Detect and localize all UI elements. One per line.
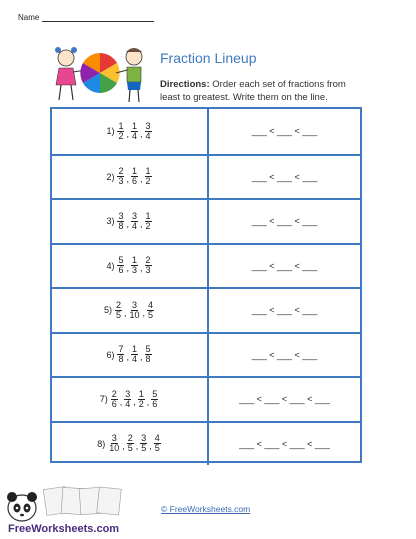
problem-number: 3) [106,216,115,227]
fraction [115,301,122,320]
denominator: 5 [115,309,121,320]
comma: , [119,396,123,407]
problem-number: 7) [99,394,108,405]
fraction [140,434,147,453]
numerator: 3 [132,299,138,310]
numerator: 1 [118,120,124,131]
fraction [131,345,138,364]
numerator: 1 [145,210,151,221]
comma: , [126,174,129,185]
problem-cell [52,378,209,421]
fraction [129,301,141,320]
answer-line[interactable]: ___ < ___ < ___ [251,349,318,360]
problem-row [52,376,360,421]
comma: , [142,307,146,318]
fraction [138,390,145,409]
denominator: 10 [109,443,120,454]
fraction [131,167,138,186]
numerator: 2 [118,166,124,177]
comma: , [126,218,129,229]
problem-cell [52,289,209,332]
comma: , [146,396,150,407]
comma: , [140,263,143,274]
problem-cell [52,245,209,288]
directions [160,78,368,104]
answer-line[interactable]: ___ < ___ < ___ < ___ [239,438,330,449]
answer-line[interactable]: ___ < ___ < ___ < ___ [239,394,330,405]
freeworksheets-logo [0,480,150,539]
numerator: 3 [125,388,131,399]
denominator: 4 [125,398,131,409]
numerator: 5 [152,388,158,399]
numerator: 2 [115,299,121,310]
comma: , [135,441,139,452]
denominator: 6 [111,398,117,409]
answer-line[interactable]: ___ < ___ < ___ [251,260,318,271]
fraction [145,167,152,186]
denominator: 8 [118,220,124,231]
problem-row [52,109,360,154]
fraction [131,256,138,275]
numerator: 2 [111,388,117,399]
numerator: 1 [132,166,138,177]
problem-number: 2) [106,171,115,182]
numerator: 1 [132,120,138,131]
worksheet-title: Fraction Lineup [160,50,257,66]
denominator: 5 [148,309,154,320]
denominator: 2 [145,176,151,187]
denominator: 6 [132,176,138,187]
numerator: 5 [145,344,151,355]
fraction [131,122,138,141]
fraction-set [106,212,152,231]
denominator: 8 [118,354,124,365]
denominator: 5 [141,443,147,454]
numerator: 1 [138,388,144,399]
problem-cell [52,200,209,243]
problem-number: 8) [97,438,106,449]
fraction-set [104,301,155,320]
fraction [145,345,152,364]
fraction [154,434,161,453]
fraction [145,122,152,141]
fraction [117,212,124,231]
denominator: 3 [132,265,138,276]
problem-cell [52,334,209,377]
problem-row [52,154,360,199]
problem-grid [50,107,362,463]
numerator: 2 [127,433,133,444]
denominator: 4 [132,220,138,231]
denominator: 5 [127,443,133,454]
denominator: 8 [145,354,151,365]
comma: , [122,441,125,452]
directions-text: Order each set of fractions from least to greatest. Write them on the line. [160,79,346,103]
comma: , [140,128,143,139]
fraction-set [106,167,152,186]
problem-row [52,332,360,377]
answer-line[interactable]: ___ < ___ < ___ [251,305,318,316]
denominator: 2 [118,130,124,141]
problem-row [52,198,360,243]
problem-cell [52,423,209,466]
comma: , [126,263,129,274]
answer-line[interactable]: ___ < ___ < ___ [251,216,318,227]
problem-cell [52,156,209,199]
fraction [117,256,124,275]
problem-cell [52,109,209,154]
denominator: 4 [132,354,138,365]
numerator: 5 [118,255,124,266]
comma: , [140,218,143,229]
numerator: 1 [132,255,138,266]
name-field [18,13,154,22]
problem-number: 5) [103,305,112,316]
fraction [151,390,158,409]
comma: , [140,174,143,185]
comma: , [123,307,127,318]
fraction [145,256,152,275]
name-label: Name [18,13,40,22]
fraction [117,167,124,186]
fraction-set [106,256,152,275]
numerator: 4 [148,299,154,310]
problem-row [52,421,360,466]
comma: , [140,352,143,363]
denominator: 5 [154,443,160,454]
fraction [127,434,134,453]
fraction-set [106,345,152,364]
problem-number: 1) [106,126,115,137]
problem-number: 4) [106,260,115,271]
numerator: 3 [141,433,147,444]
denominator: 6 [118,265,124,276]
answer-line[interactable]: ___ < ___ < ___ [251,126,318,137]
footer-link[interactable]: © FreeWorksheets.com [161,504,251,514]
directions-label: Directions: [160,79,210,90]
problem-number: 6) [106,349,115,360]
fraction [111,390,118,409]
numerator: 1 [145,166,151,177]
comma: , [133,396,136,407]
denominator: 3 [118,176,124,187]
fraction [131,212,138,231]
fraction [108,434,120,453]
denominator: 3 [145,265,151,276]
numerator: 4 [154,433,160,444]
comma: , [149,441,152,452]
fraction [117,345,124,364]
logo-text: FreeWorksheets.com [8,523,120,535]
denominator: 2 [145,220,151,231]
comma: , [126,352,129,363]
numerator: 3 [145,120,151,131]
numerator: 1 [132,344,138,355]
fraction-set [100,390,160,409]
denominator: 4 [132,130,138,141]
numerator: 3 [111,433,117,444]
comma: , [126,128,129,139]
numerator: 3 [132,210,138,221]
problem-row [52,243,360,288]
fraction [117,122,124,141]
denominator: 10 [129,309,140,320]
denominator: 4 [145,130,151,141]
fraction-set [97,434,162,453]
fraction [124,390,131,409]
name-line[interactable] [42,13,154,22]
numerator: 3 [118,210,124,221]
kids-color-wheel-illustration [48,40,153,110]
problem-row [52,287,360,332]
numerator: 7 [118,344,124,355]
answer-line[interactable]: ___ < ___ < ___ [251,171,318,182]
denominator: 2 [138,398,144,409]
fraction [145,212,152,231]
fraction-set [106,122,152,141]
numerator: 2 [145,255,151,266]
denominator: 6 [152,398,158,409]
fraction [147,301,154,320]
